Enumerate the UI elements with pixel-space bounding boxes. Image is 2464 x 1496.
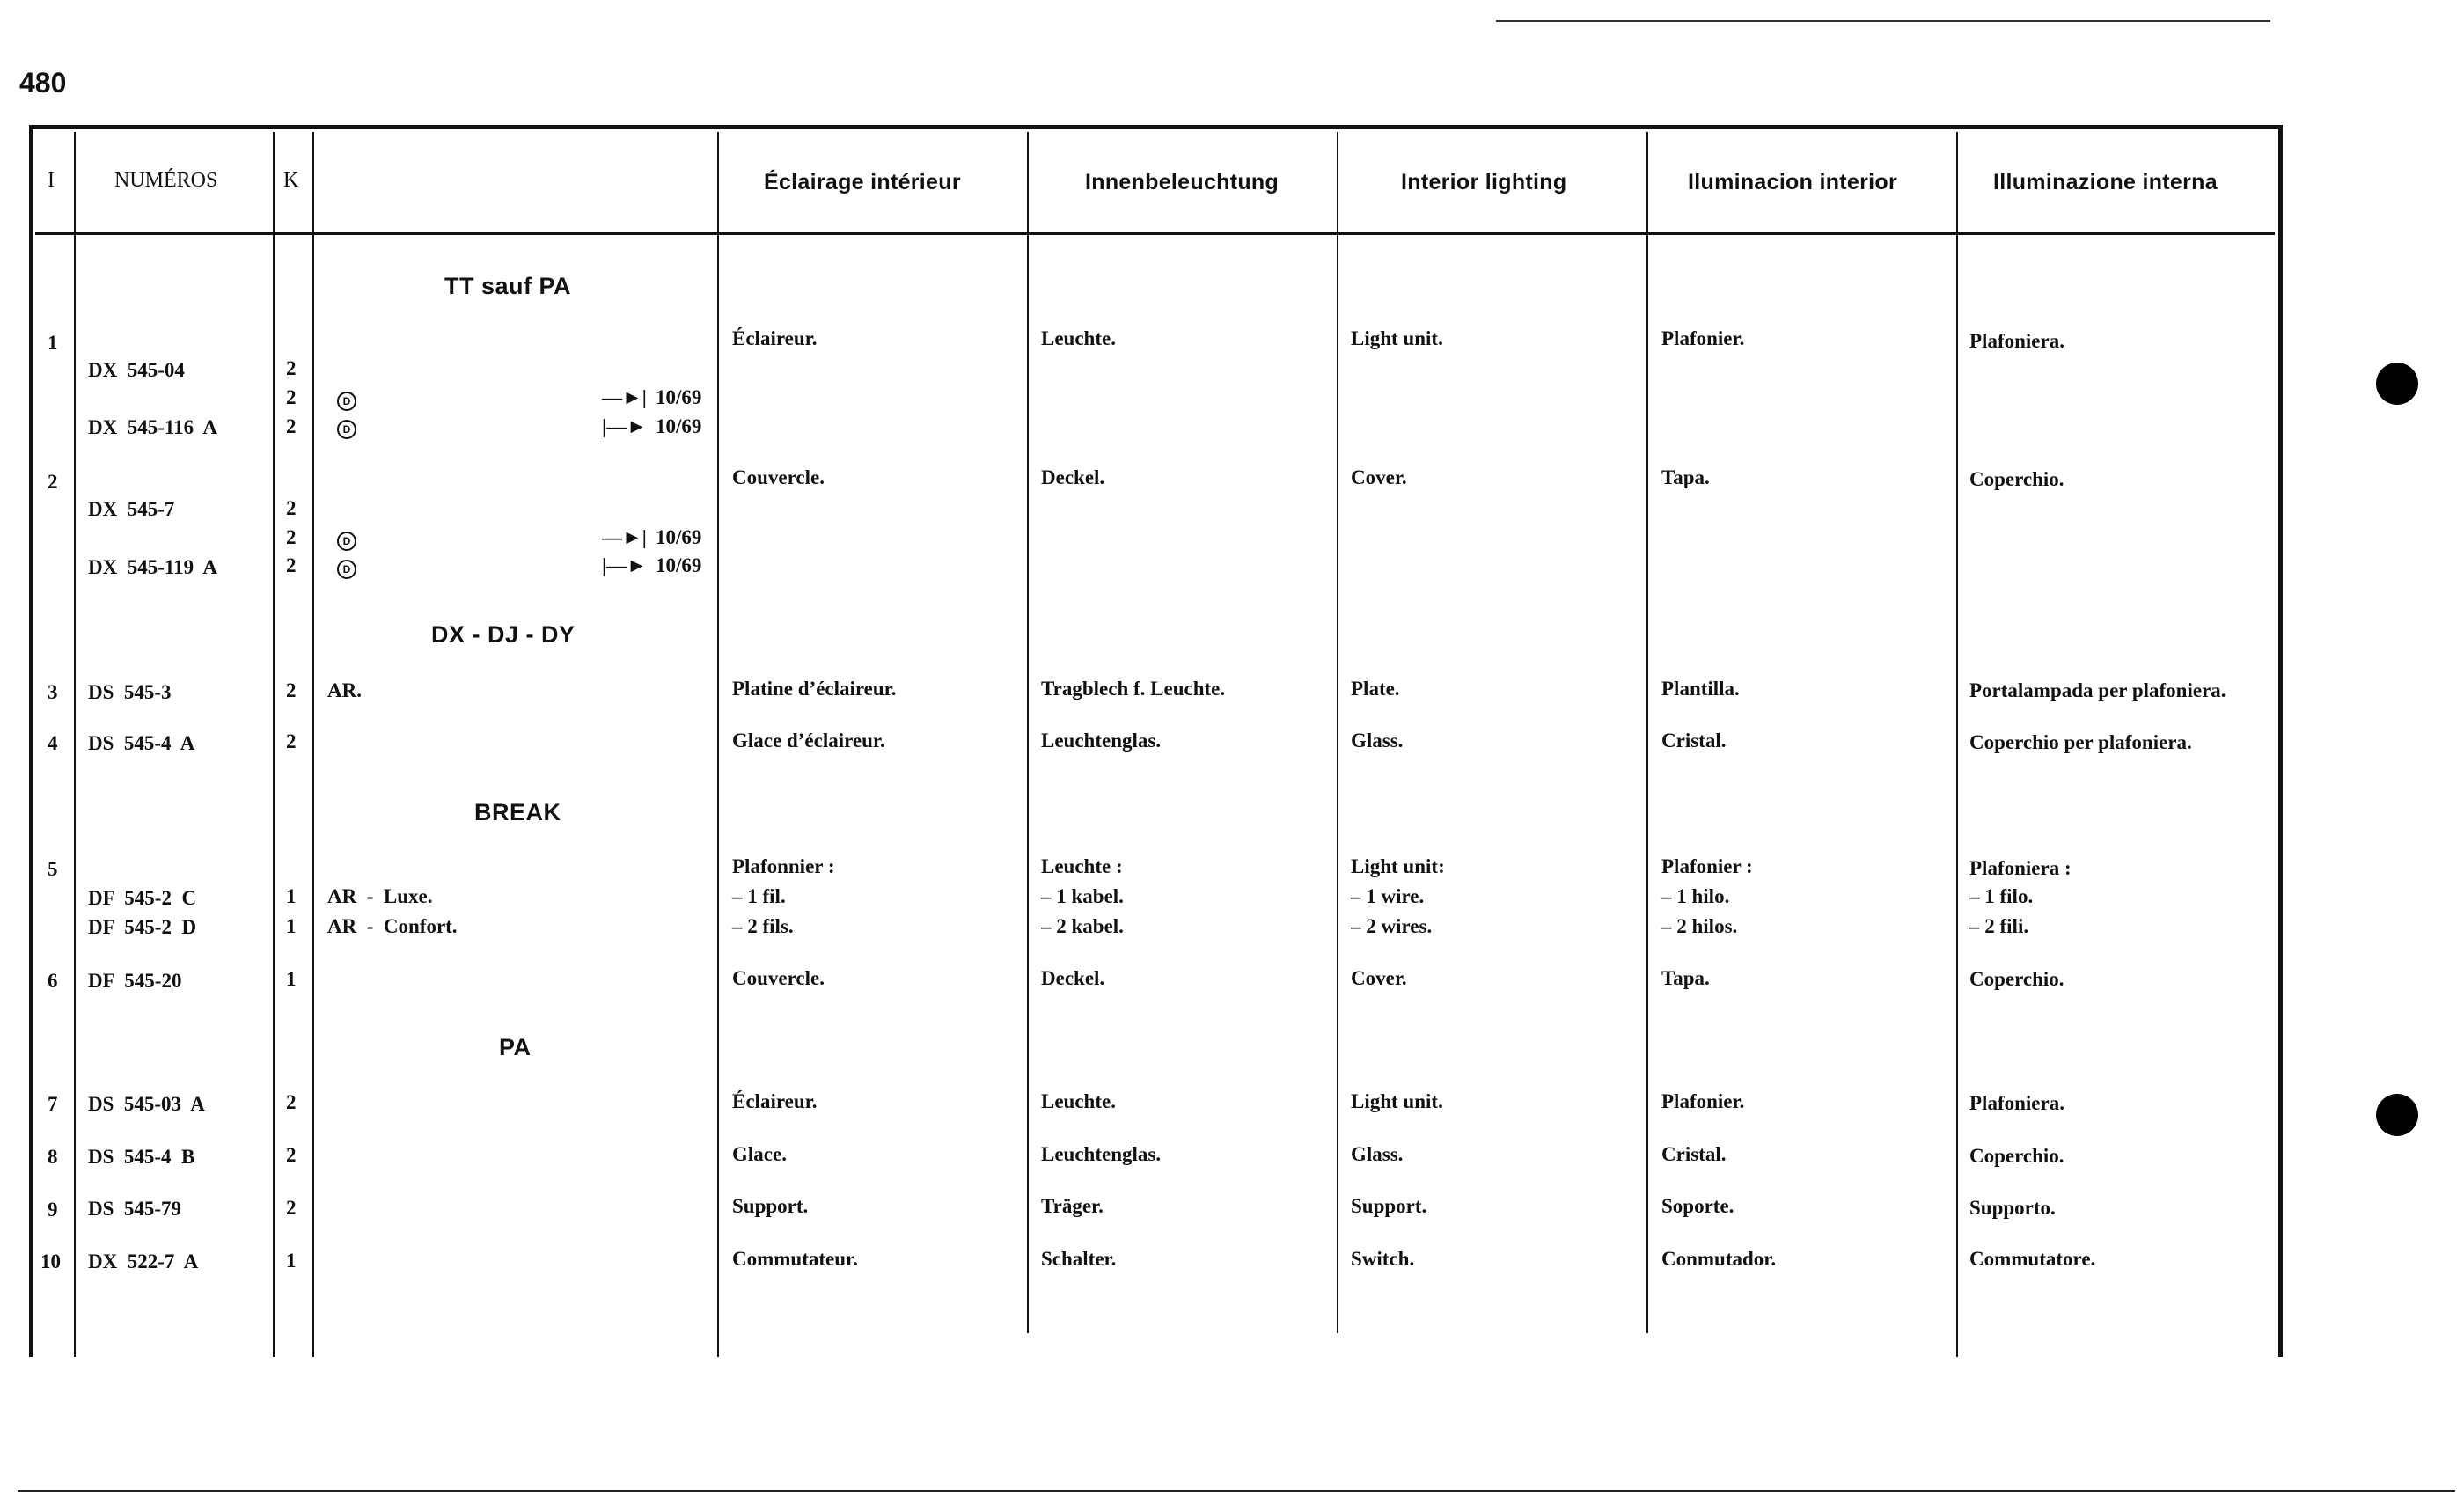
page-number: 480 bbox=[19, 67, 67, 99]
french-term: Glace. bbox=[732, 1143, 787, 1165]
part-number: DS 545-4 A bbox=[88, 732, 195, 754]
table-right-border bbox=[2278, 125, 2283, 1357]
spanish-term: Cristal. bbox=[1661, 730, 1727, 752]
until-arrow-icon: —►| bbox=[602, 386, 647, 408]
spanish-term: Soporte. bbox=[1661, 1195, 1734, 1217]
quantity: 1 bbox=[286, 915, 297, 937]
french-term: – 2 fils. bbox=[732, 915, 794, 937]
part-number: DX 522-7 A bbox=[88, 1250, 199, 1272]
row-index: 8 bbox=[48, 1146, 58, 1168]
quantity: 2 bbox=[286, 1144, 297, 1166]
quantity: 2 bbox=[286, 357, 297, 379]
section-heading: BREAK bbox=[474, 799, 561, 825]
part-number: DS 545-03 A bbox=[88, 1093, 205, 1115]
german-term: – 1 kabel. bbox=[1041, 885, 1124, 907]
header-index: I bbox=[48, 169, 55, 192]
punch-hole bbox=[2376, 1094, 2418, 1136]
date-until: 10/69 bbox=[656, 526, 702, 548]
date-from: 10/69 bbox=[656, 415, 702, 437]
part-number: DF 545-20 bbox=[88, 970, 182, 992]
english-term: Switch. bbox=[1351, 1248, 1415, 1270]
col-divider bbox=[1337, 132, 1338, 1333]
italian-term: – 2 fili. bbox=[1969, 915, 2029, 937]
quantity: 1 bbox=[286, 968, 297, 990]
english-term: Glass. bbox=[1351, 730, 1404, 752]
header-german: Innenbeleuchtung bbox=[1085, 170, 1280, 194]
quantity: 2 bbox=[286, 1091, 297, 1113]
header-italian: Illuminazione interna bbox=[1993, 170, 2218, 194]
part-number: DF 545-2 C bbox=[88, 887, 197, 909]
spanish-term: – 1 hilo. bbox=[1661, 885, 1730, 907]
german-term: Schalter. bbox=[1041, 1248, 1117, 1270]
italian-term: Coperchio. bbox=[1969, 1145, 2064, 1167]
french-term: – 1 fil. bbox=[732, 885, 786, 907]
col-divider bbox=[1646, 132, 1648, 1333]
french-term: Couvercle. bbox=[732, 466, 825, 488]
section-heading: PA bbox=[499, 1034, 532, 1060]
row-index: 3 bbox=[48, 681, 58, 703]
circled-d-icon: D bbox=[337, 392, 356, 411]
date-until: 10/69 bbox=[656, 386, 702, 408]
quantity: 2 bbox=[286, 386, 297, 408]
italian-term: Plafoniera : bbox=[1969, 857, 2072, 879]
french-term: Platine d’éclaireur. bbox=[732, 678, 897, 700]
spanish-term: Cristal. bbox=[1661, 1143, 1727, 1165]
col-divider bbox=[717, 132, 719, 1357]
italian-term: Coperchio per plafoniera. bbox=[1969, 731, 2192, 753]
row-index: 10 bbox=[40, 1250, 61, 1272]
header-english: Interior lighting bbox=[1401, 170, 1567, 194]
quantity: 2 bbox=[286, 526, 297, 548]
english-term: Cover. bbox=[1351, 466, 1407, 488]
circled-d-icon: D bbox=[337, 532, 356, 551]
header-numbers: NUMÉROS bbox=[114, 169, 218, 192]
row-index: 7 bbox=[48, 1093, 58, 1115]
french-term: Commutateur. bbox=[732, 1248, 858, 1270]
col-divider bbox=[1956, 132, 1958, 1357]
quantity: 2 bbox=[286, 415, 297, 437]
header-k: K bbox=[283, 169, 299, 192]
part-number: DS 545-3 bbox=[88, 681, 172, 703]
section-heading: DX - DJ - DY bbox=[431, 621, 576, 648]
bottom-rule bbox=[18, 1490, 2455, 1492]
french-term: Éclaireur. bbox=[732, 327, 818, 349]
header-french: Éclairage intérieur bbox=[764, 170, 961, 194]
french-term: Couvercle. bbox=[732, 967, 825, 989]
description: AR - Confort. bbox=[327, 915, 458, 937]
col-divider bbox=[1027, 132, 1029, 1333]
header-spanish: Iluminacion interior bbox=[1688, 170, 1897, 194]
italian-term: Portalampada per plafoniera. bbox=[1969, 679, 2226, 701]
german-term: Leuchtenglas. bbox=[1041, 1143, 1162, 1165]
row-index: 4 bbox=[48, 732, 58, 754]
date-from: 10/69 bbox=[656, 554, 702, 576]
italian-term: Coperchio. bbox=[1969, 968, 2064, 990]
row-index: 2 bbox=[48, 471, 58, 493]
part-number: DX 545-119 A bbox=[88, 556, 217, 578]
col-divider bbox=[312, 132, 314, 1357]
german-term: Deckel. bbox=[1041, 466, 1105, 488]
description: AR - Luxe. bbox=[327, 885, 433, 907]
german-term: – 2 kabel. bbox=[1041, 915, 1124, 937]
french-term: Éclaireur. bbox=[732, 1090, 818, 1112]
italian-term: Plafoniera. bbox=[1969, 330, 2064, 352]
spanish-term: Tapa. bbox=[1661, 466, 1710, 488]
row-index: 6 bbox=[48, 970, 58, 992]
col-divider bbox=[273, 132, 275, 1357]
german-term: Leuchte : bbox=[1041, 855, 1123, 877]
circled-d-icon: D bbox=[337, 560, 356, 579]
italian-term: Coperchio. bbox=[1969, 468, 2064, 490]
quantity: 1 bbox=[286, 885, 297, 907]
english-term: Plate. bbox=[1351, 678, 1400, 700]
quantity: 2 bbox=[286, 679, 297, 701]
part-number: DX 545-116 A bbox=[88, 416, 217, 438]
french-term: Support. bbox=[732, 1195, 809, 1217]
from-arrow-icon: |—► bbox=[602, 554, 647, 576]
english-term: Light unit. bbox=[1351, 327, 1443, 349]
german-term: Deckel. bbox=[1041, 967, 1105, 989]
english-term: Support. bbox=[1351, 1195, 1427, 1217]
spanish-term: Tapa. bbox=[1661, 967, 1710, 989]
english-term: – 1 wire. bbox=[1351, 885, 1425, 907]
row-index: 9 bbox=[48, 1199, 58, 1221]
row-index: 5 bbox=[48, 858, 58, 880]
quantity: 2 bbox=[286, 497, 297, 519]
spanish-term: Plafonier. bbox=[1661, 327, 1745, 349]
part-number: DF 545-2 D bbox=[88, 916, 197, 938]
italian-term: Plafoniera. bbox=[1969, 1092, 2064, 1114]
row-index: 1 bbox=[48, 332, 58, 354]
top-rule bbox=[1496, 20, 2270, 22]
italian-term: – 1 filo. bbox=[1969, 885, 2034, 907]
english-term: Light unit: bbox=[1351, 855, 1445, 877]
german-term: Leuchte. bbox=[1041, 327, 1116, 349]
spanish-term: – 2 hilos. bbox=[1661, 915, 1738, 937]
english-term: Light unit. bbox=[1351, 1090, 1443, 1112]
quantity: 2 bbox=[286, 554, 297, 576]
german-term: Leuchtenglas. bbox=[1041, 730, 1162, 752]
until-arrow-icon: —►| bbox=[602, 526, 647, 548]
italian-term: Commutatore. bbox=[1969, 1248, 2096, 1270]
quantity: 1 bbox=[286, 1250, 297, 1272]
spanish-term: Plantilla. bbox=[1661, 678, 1740, 700]
italian-term: Supporto. bbox=[1969, 1197, 2056, 1219]
part-number: DS 545-4 B bbox=[88, 1146, 195, 1168]
english-term: Cover. bbox=[1351, 967, 1407, 989]
quantity: 2 bbox=[286, 730, 297, 752]
english-term: Glass. bbox=[1351, 1143, 1404, 1165]
french-term: Plafonnier : bbox=[732, 855, 835, 877]
spanish-term: Plafonier. bbox=[1661, 1090, 1745, 1112]
german-term: Tragblech f. Leuchte. bbox=[1041, 678, 1226, 700]
header-separator bbox=[35, 232, 2275, 235]
section-heading: TT sauf PA bbox=[444, 273, 572, 299]
part-number: DX 545-7 bbox=[88, 498, 175, 520]
table-left-border bbox=[29, 125, 33, 1357]
circled-d-icon: D bbox=[337, 420, 356, 439]
german-term: Träger. bbox=[1041, 1195, 1104, 1217]
part-number: DX 545-04 bbox=[88, 359, 185, 381]
from-arrow-icon: |—► bbox=[602, 415, 647, 437]
part-number: DS 545-79 bbox=[88, 1198, 182, 1220]
german-term: Leuchte. bbox=[1041, 1090, 1116, 1112]
description: AR. bbox=[327, 679, 362, 701]
col-divider bbox=[74, 132, 76, 1357]
english-term: – 2 wires. bbox=[1351, 915, 1433, 937]
spanish-term: Plafonier : bbox=[1661, 855, 1753, 877]
spanish-term: Conmutador. bbox=[1661, 1248, 1777, 1270]
french-term: Glace d’éclaireur. bbox=[732, 730, 885, 752]
table-top-border bbox=[29, 125, 2282, 129]
punch-hole bbox=[2376, 363, 2418, 405]
quantity: 2 bbox=[286, 1197, 297, 1219]
